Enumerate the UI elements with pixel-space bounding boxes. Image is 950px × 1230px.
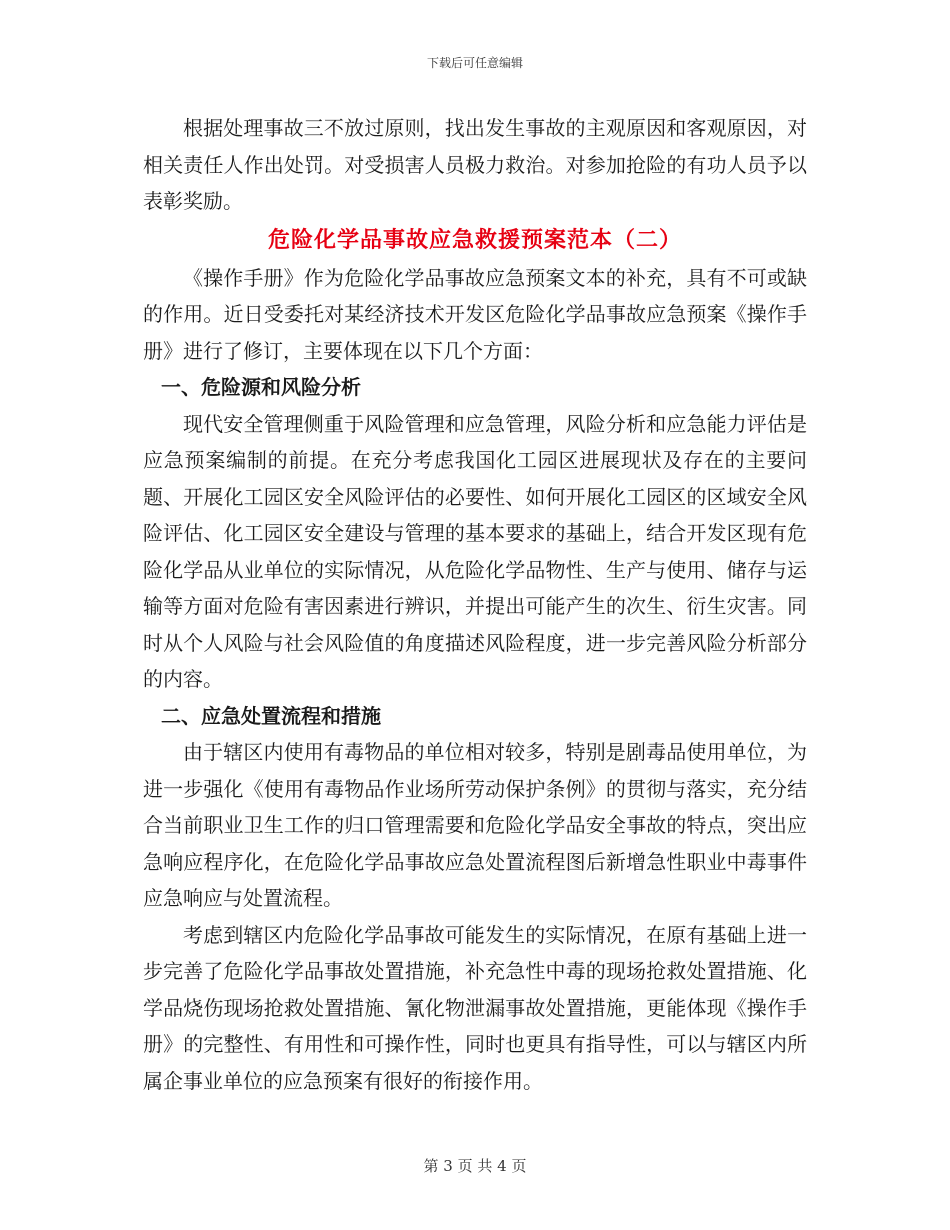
document-body [143, 110, 807, 1099]
section-heading-emergency-procedures: 二、应急处置流程和措施 [161, 703, 381, 728]
page-number: 第 3 页 共 4 页 [423, 1157, 527, 1175]
hazard-analysis-paragraph: 现代安全管理侧重于风险管理和应急管理，风险分析和应急能力评估是应急预案编制的前提。在充分考虑我国化工园区进展现状及存在的主要问题、开展化工园区安全风险评估的必要性、如何开展化工园区的区域安全风险评估、化工园区安全建设与管理的基本要求的基础上，结合开发区现有危险化学品从业单位的实际情况，从危险化学品物性、生产与使用、储存与运输等方面对危险有害因素进行辨识，并提出可能产生的次生、衍生灾害。同时从个人风险与社会风险值的角度描述风险程度，进一步完善风险分析部分的内容。 [143, 411, 807, 691]
section-heading-hazard-analysis: 一、危险源和风险分析 [161, 375, 361, 399]
intro-paragraph: 根据处理事故三不放过原则，找出发生事故的主观原因和客观原因，对相关责任人作出处罚。对受损害人员极力救治。对参加抢险的有功人员予以表彰奖励。 [143, 116, 807, 213]
emergency-procedures-paragraph-2: 考虑到辖区内危险化学品事故可能发生的实际情况，在原有基础上进一步完善了危险化学品事故处置措施，补充急性中毒的现场抢救处置措施、化学品烧伤现场抢救处置措施、氰化物泄漏事故处置措施，更能体现《操作手册》的完整性、有用性和可操作性，同时也更具有指导性，可以与辖区内所属企事业单位的应急预案有很好的衔接作用。 [143, 922, 807, 1093]
emergency-procedures-paragraph-1: 由于辖区内使用有毒物品的单位相对较多，特别是剧毒品使用单位，为进一步强化《使用有毒物品作业场所劳动保护条例》的贯彻与落实，充分结合当前职业卫生工作的归口管理需要和危险化学品安全事故的特点，突出应急响应程序化，在危险化学品事故应急处置流程图后新增急性职业中毒事件应急响应与处置流程。 [143, 740, 807, 910]
page-header: 下载后可任意编辑 [426, 56, 523, 70]
document-title: 危险化学品事故应急救援预案范本（二） [267, 226, 682, 253]
lead-paragraph: 《操作手册》作为危险化学品事故应急预案文本的补充，具有不可或缺的作用。近日受委托对某经济技术开发区危险化学品事故应急预案《操作手册》进行了修订，主要体现在以下几个方面： [143, 265, 807, 363]
